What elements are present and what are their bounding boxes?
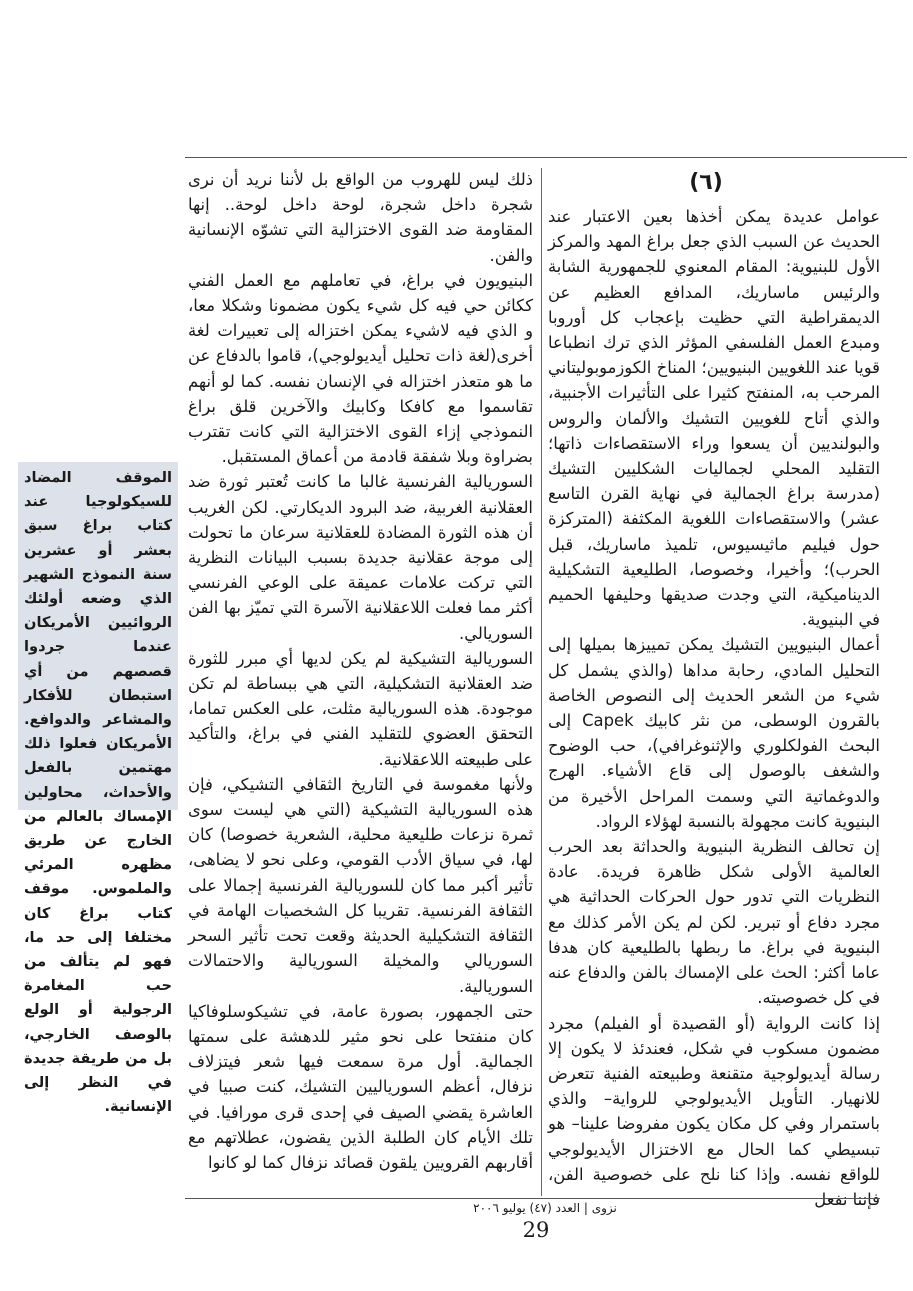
- paragraph: ذلك ليس للهروب من الواقع بل لأننا نريد أن نرى شجرة داخل شجرة، لوحة داخل لوحة.. إنها المقاومة ضد القوى الاختزالية التي تشوّه الإنسانية والفن.: [188, 170, 533, 265]
- paragraph: عوامل عديدة يمكن أخذها بعين الاعتبار عند الحديث عن السبب الذي جعل براغ المهد والمركز الأول للبنيوية: المقام المعنوي للجمهورية الشابة والرئيس ماساريك، المدافع العظيم عن الديمقراطية التي حظيت بإعجاب كل أوروبا ومبدع العمل الفلسفي المؤثر الذي ترك انطباعا قويا عند اللغويين البنيويين؛ المناخ الكوزموبوليتاني المرحب به، المنفتح كثيرا على التأثيرات الأجنبية، والذي أتاح للغويين التشيك والألمان والروس والبولنديين أن يسعوا وراء الاستقصاءات ذاتها؛ التقليد المحلي لجماليات الشكليين التشيك (مدرسة براغ الجمالية في نهاية القرن التاسع عشر) والاستقصاءات اللغوية المكثفة (المتركزة حول فيليم ماثيسيوس، تلميذ ماساريك، قبل الحرب)؛ وأخيرا، وخصوصا، الطليعية التشكيلية الديناميكية، التي وجدت صديقها وحليفها الحميم في البنيوية.: [548, 207, 880, 630]
- section-number: (٦): [689, 170, 723, 195]
- paragraph: السوريالية الفرنسية غالبا ما كانت تُعتبر ثورة ضد العقلانية الغربية، ضد البرود الديكارتي. لكن الغريب أن هذه الثورة المضادة للعقلانية سرعان ما تحولت إلى موجة عقلانية جديدة بسبب البيانات النظرية التي تركت علامات عميقة على الوعي الفرنسي أكثر مما فعلت اللاعقلانية الآسرة التي تميّز بها الفن السوريالي.: [188, 472, 533, 643]
- paragraph: أعمال البنيويين التشيك يمكن تمييزها بميلها إلى التحليل المادي، رحابة مداها (والذي يشمل كل شيء من الشعر الحديث إلى النصوص الخاصة بالقرون الوسطى، من نثر كابيك Capek إلى البحث الفولكلوري والإثنوغرافي)، حب الوضوح والشغف بالوصول إلى قاع الأشياء. الهرج والدوغماتية التي وسمت المراحل الأخيرة من البنيوية كانت مجهولة بالنسبة لهؤلاء الرواد.: [548, 635, 880, 831]
- paragraph: السوريالية التشيكية لم يكن لديها أي مبرر للثورة ضد العقلانية التشكيلية، التي هي ببساطة لم تكن موجودة. هذه السوريالية مثلت، على العكس تماما، التحقق العضوي للتقليد الفني في براغ، والتأكيد على طبيعته اللاعقلانية.: [188, 648, 533, 769]
- paragraph: إذا كانت الرواية (أو القصيدة أو الفيلم) مجرد مضمون مسكوب في شكل، فعندئذ لا يكون إلا رسالة أيديولوجية متقنعة وطبيعته الفنية تتعرض للانهيار. التأويل الأيديولوجي للرواية– والذي باستمرار وفي كل مكان يكون مفروضا علينا– هو تبسيطي كما الحال مع الاختزال الأيديولوجي للواقع نفسه. وإذا كنا نلح على خصوصية الفن، فإننا نفعل: [548, 1013, 880, 1209]
- paragraph: البنيويون في براغ، في تعاملهم مع العمل الفني ككائن حي فيه كل شيء يكون مضمونا وشكلا معا، و الذي فيه لاشيء يمكن اختزاله إلى تعبيرات لغة أخرى(لغة ذات تحليل أيديولوجي)، قاموا بالدفاع عن ما هو متعذر اختزاله في الإنسان نفسه. كما لو أنهم تقاسموا مع كافكا وكابيك والآخرين قلق براغ النموذجي إزاء القوى الاختزالية التي كانت تقترب بضراوة وبلا شفقة قادمة من أعماق المستقبل.: [188, 270, 533, 467]
- column-divider: [541, 168, 542, 1196]
- pull-quote-box: [18, 462, 178, 1116]
- pull-quote-text: الموقف المضاد للسيكولوجيا عند كتاب براغ سبق بعشر أو عشرين سنة النموذج الشهير الذي وضعه أولئك الروائيين الأمريكان عندما جردوا قصصهم من أي استبطان للأفكار والمشاعر والدوافع. الأمريكان فعلوا ذلك مهتمين بالفعل والأحداث، محاولين الإمساك بالعالم من الخارج عن طريق مظهره المرئي والملموس. موقف كتاب براغ كان مختلفا إلى حد ما، فهو لم يتألف من حب المغامرة الرجولية أو الولع بالوصف الخارجي، بل من طريقة جديدة في النظر إلى الإنسانية.: [24, 469, 172, 1116]
- bottom-rule: [185, 1198, 880, 1199]
- middle-column: [188, 167, 533, 1175]
- paragraph: ولأنها مغموسة في التاريخ الثقافي التشيكي، فإن هذه السوريالية التشيكية (التي هي ليست سوى ثمرة نزعات طليعية محلية، الشعرية خصوصا) كان لها، في سياق الأدب القومي، وعلى نحو لا يضاهى، تأثير أكبر مما كان للسوريالية الفرنسية إجمالا على الثقافة الفرنسية. تقريبا كل الشخصيات الهامة في الثقافة التشكيلية الحديثة وقعت تحت تأثير السحر السوريالي والمخيلة السوريالية والاحتمالات السوريالية.: [188, 774, 533, 996]
- top-rule: [185, 157, 907, 158]
- page-number: 29: [522, 1218, 550, 1242]
- paragraph: حتى الجمهور، بصورة عامة، في تشيكوسلوفاكيا كان منفتحا على نحو مثير للدهشة على سمتها الجمالية. أول مرة سمعت فيها شعر فيتزلاف نزفال، أعظم السورياليين التشيك، كنت صبيا في العاشرة يقضي الصيف في إحدى قرى مورافيا. في تلك الأيام كان الطلبة الذين يقضون، عطلاتهم مع أقاربهم القرويين يلقون قصائد نزفال كما لو كانوا: [188, 1001, 533, 1172]
- footer-issue-line: نزوى | العدد (٤٧) يوليو ٢٠٠٦: [473, 1201, 617, 1215]
- paragraph: إن تحالف النظرية البنيوية والحداثة بعد الحرب العالمية الأولى شكل ظاهرة فريدة. عادة النظريات التي تدور حول الحركات الحداثية هي مجرد دفاع أو تبرير. لكن لم يكن الأمر كذلك مع البنيوية في براغ. ما ربطها بالطليعية كان هدفا عاما أكثر: الحث على الإمساك بالفن والدفاع عنه في كل خصوصيته.: [548, 837, 880, 1008]
- right-column: [548, 204, 880, 1212]
